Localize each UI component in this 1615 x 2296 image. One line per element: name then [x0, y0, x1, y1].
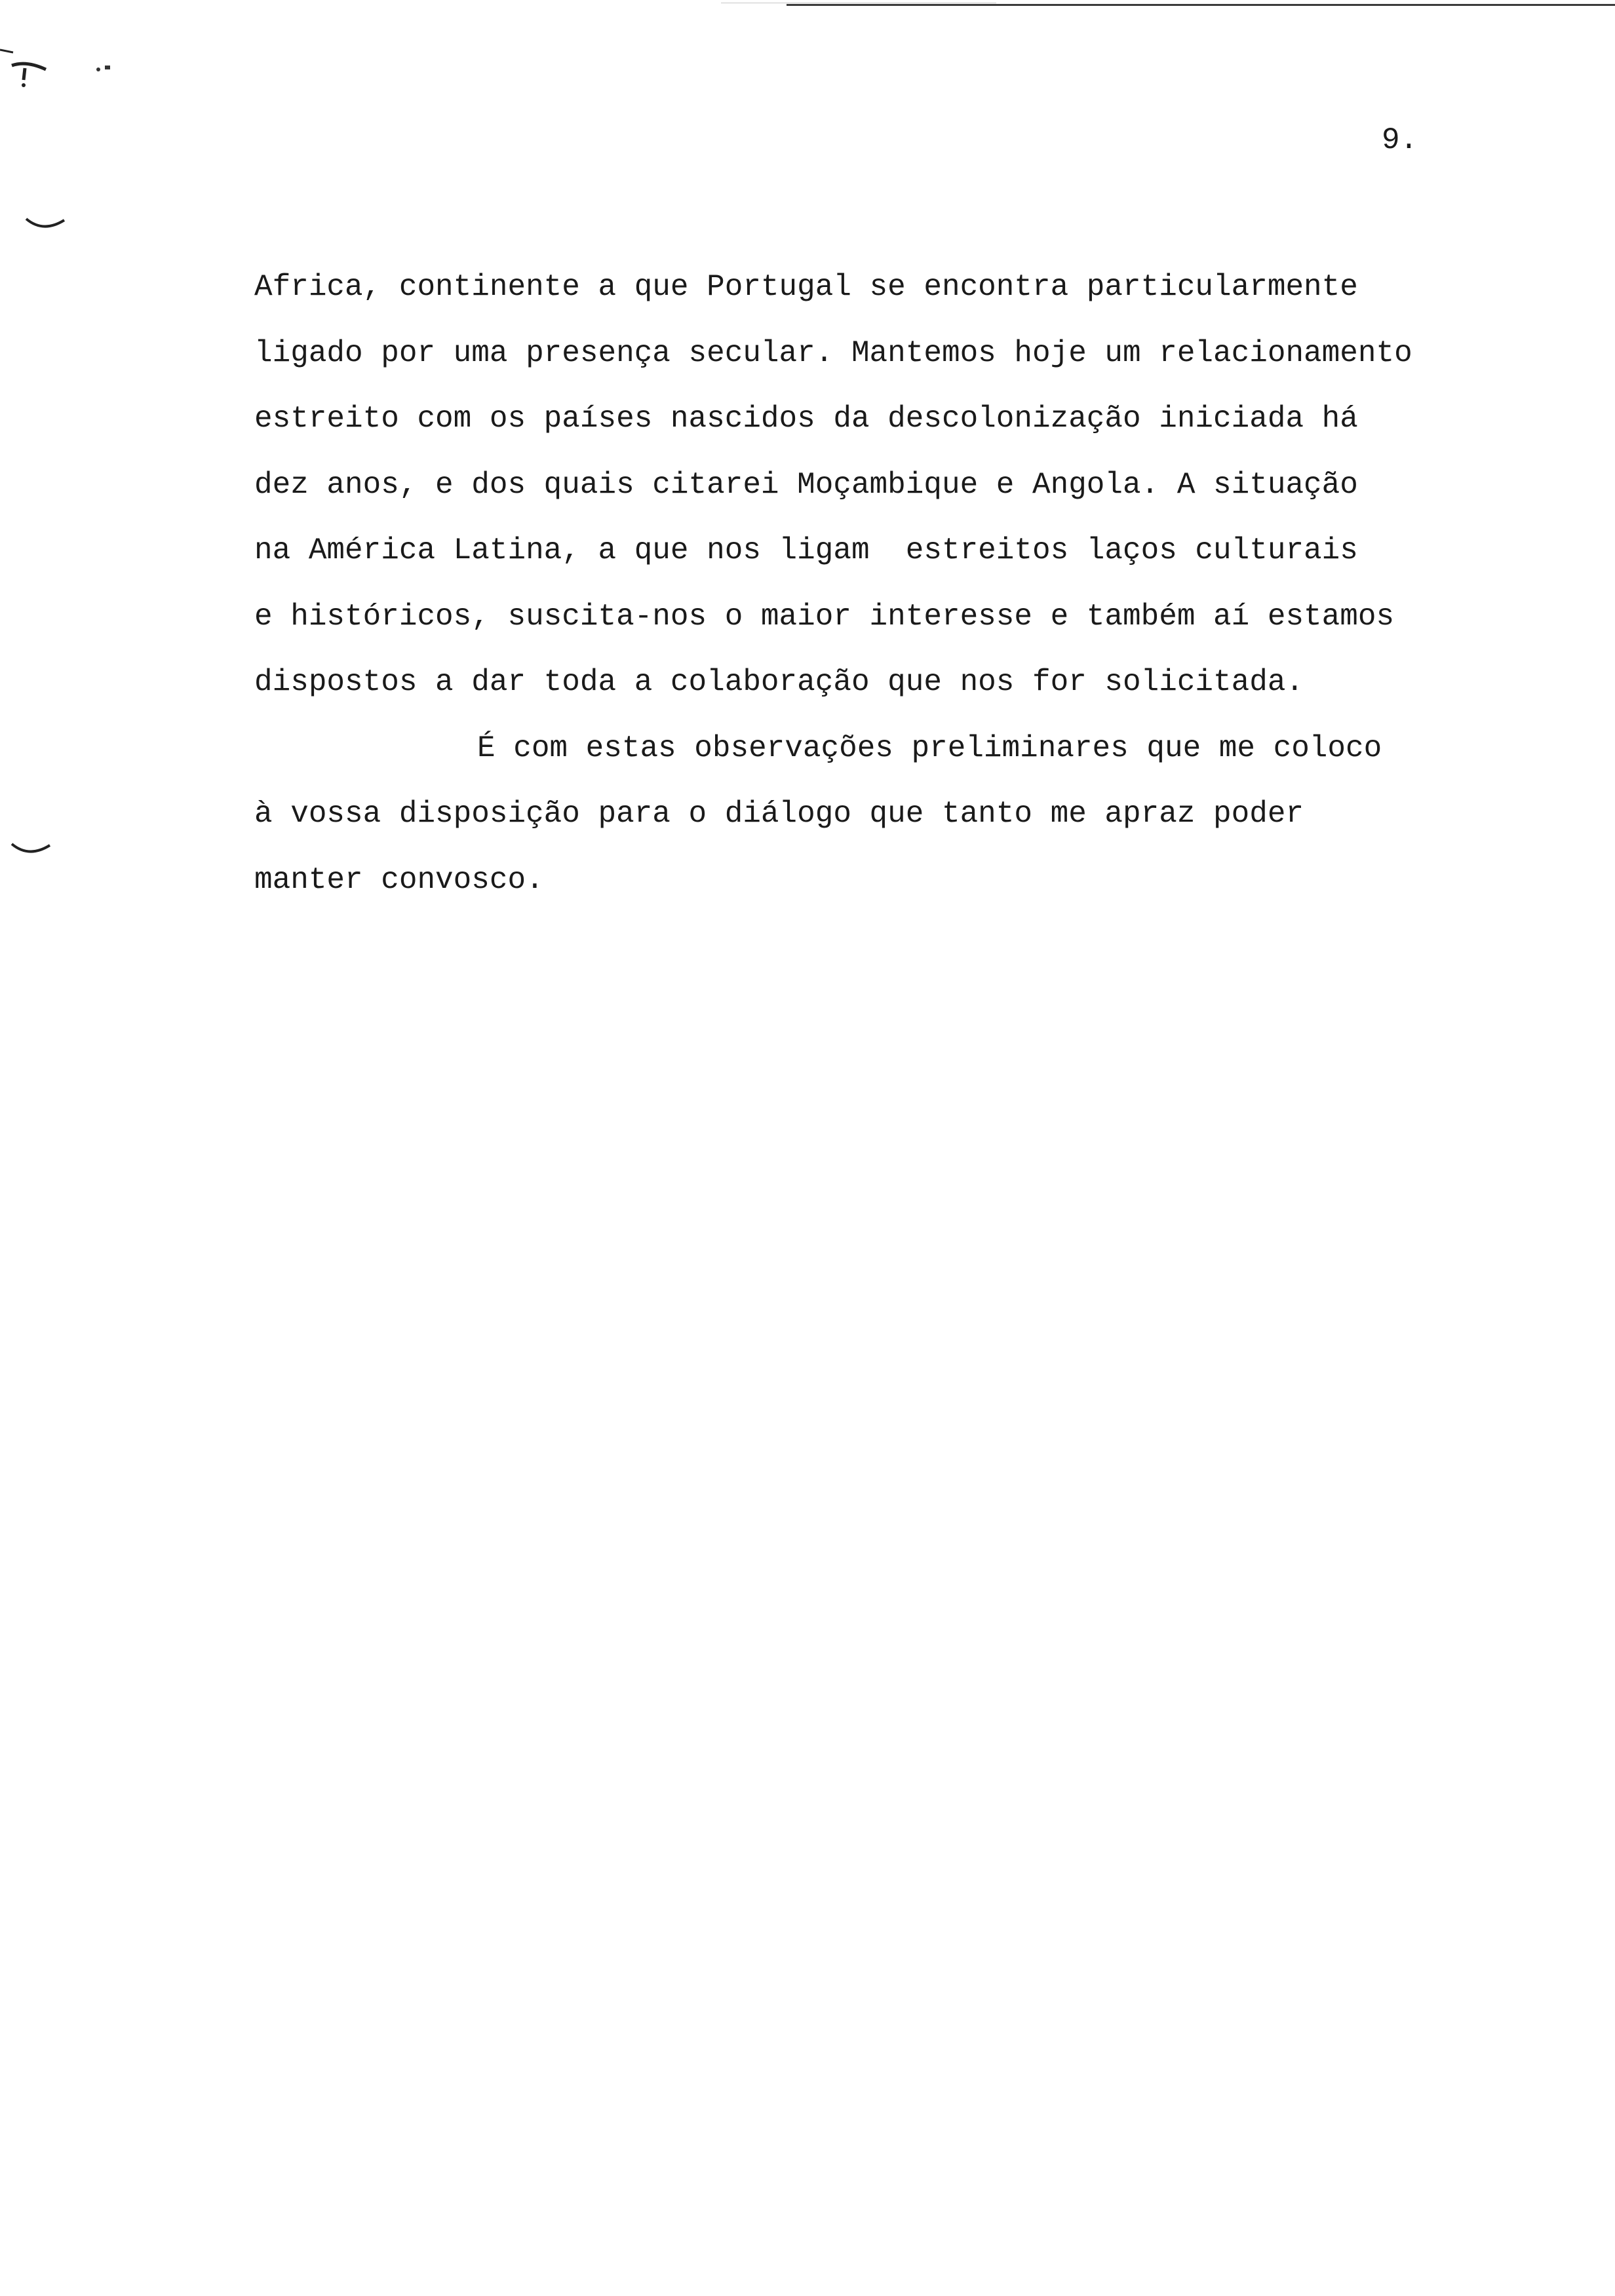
text-line-indented: É com estas observações preliminares que me coloco	[477, 731, 1382, 765]
text-line: Africa, continente a que Portugal se encontra particularmente	[254, 270, 1358, 304]
text-line: dez anos, e dos quais citarei Moçambique e Angola. A situação	[254, 467, 1358, 502]
margin-hole-mark-lower	[9, 839, 55, 865]
top-edge-rule	[787, 4, 1615, 6]
page-number: 9.	[1382, 123, 1418, 157]
corner-scan-mark	[0, 46, 131, 98]
body-text	[254, 254, 1565, 913]
text-line: manter convosco.	[254, 862, 544, 897]
text-line: à vossa disposição para o diálogo que tanto me apraz poder	[254, 797, 1304, 831]
text-line: estreito com os países nascidos da descolonização iniciada há	[254, 402, 1358, 436]
text-line: na América Latina, a que nos ligam estreitos laços culturais	[254, 533, 1358, 567]
text-line: ligado por uma presença secular. Mantemos hoje um relacionamento	[254, 335, 1412, 370]
margin-hole-mark-upper	[24, 211, 69, 237]
text-line: dispostos a dar toda a colaboração que nos for solicitada.	[254, 665, 1304, 699]
text-line: e históricos, suscita-nos o maior interesse e também aí estamos	[254, 599, 1395, 634]
